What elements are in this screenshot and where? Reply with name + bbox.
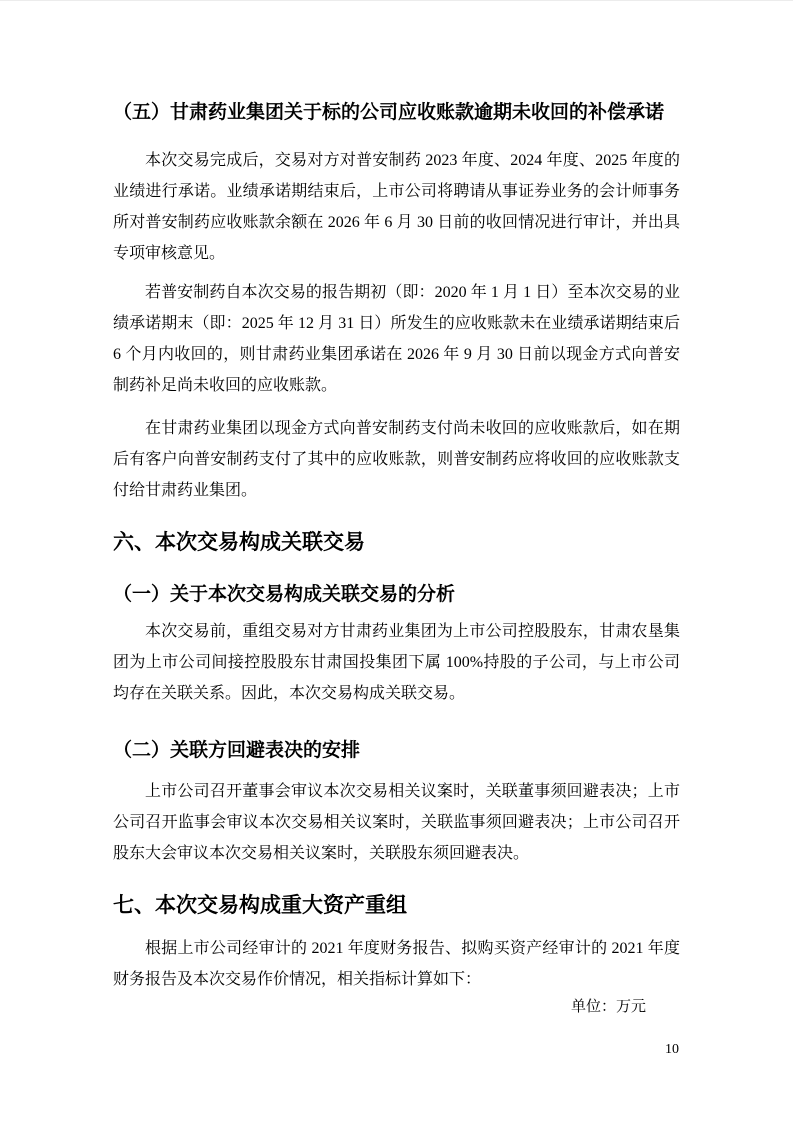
paragraph-receivables-repayment-to-group: 在甘肃药业集团以现金方式向普安制药支付尚未收回的应收账款后，如在期后有客户向普安制药支付了其中的应收账款，则普安制药应将收回的应收账款支付给甘肃药业集团。	[113, 420, 680, 499]
paragraph-voting-abstention: 上市公司召开董事会审议本次交易相关议案时，关联董事须回避表决；上市公司召开监事会审议本次交易相关议案时，关联监事须回避表决；上市公司召开股东大会审议本次交易相关议案时，关联股东须回避表决。	[113, 783, 680, 862]
document-content	[113, 1, 680, 1017]
heading-major-asset-restructuring: 七、本次交易构成重大资产重组	[113, 894, 407, 917]
page-number: 10	[665, 1042, 679, 1057]
unit-note: 单位：万元	[570, 999, 646, 1015]
heading-related-party-transaction: 六、本次交易构成关联交易	[113, 531, 365, 554]
subheading-related-party-analysis: （一）关于本次交易构成关联交易的分析	[113, 584, 456, 605]
subheading-voting-abstention-arrangement: （二）关联方回避表决的安排	[113, 740, 361, 761]
paragraph-receivables-recovery-deadline: 若普安制药自本次交易的报告期初（即：2020 年 1 月 1 日）至本次交易的业绩承诺期末（即：2025 年 12 月 31 日）所发生的应收账款未在业绩承诺期结束后 6 个月内收回的，则甘肃药业集团承诺在 2026 年 9 月 30 日前以现金方式向普安制药补足尚未收回的应收账款。	[113, 284, 680, 394]
paragraph-performance-commitment-audit: 本次交易完成后，交易对方对普安制药 2023 年度、2024 年度、2025 年度的业绩进行承诺。业绩承诺期结束后，上市公司将聘请从事证券业务的会计师事务所对普安制药应收账款余额在 2026 年 6 月 30 日前的收回情况进行审计，并出具专项审核意见。	[113, 152, 680, 262]
paragraph-related-party-analysis: 本次交易前，重组交易对方甘肃药业集团为上市公司控股股东，甘肃农垦集团为上市公司间接控股股东甘肃国投集团下属 100%持股的子公司，与上市公司均存在关联关系。因此，本次交易构成关联交易。	[113, 623, 680, 702]
paragraph-indicator-calculation-intro: 根据上市公司经审计的 2021 年度财务报告、拟购买资产经审计的 2021 年度财务报告及本次交易作价情况，相关指标计算如下：	[113, 940, 680, 988]
heading-receivables-compensation-commitment: （五）甘肃药业集团关于标的公司应收账款逾期未收回的补偿承诺	[113, 102, 665, 123]
